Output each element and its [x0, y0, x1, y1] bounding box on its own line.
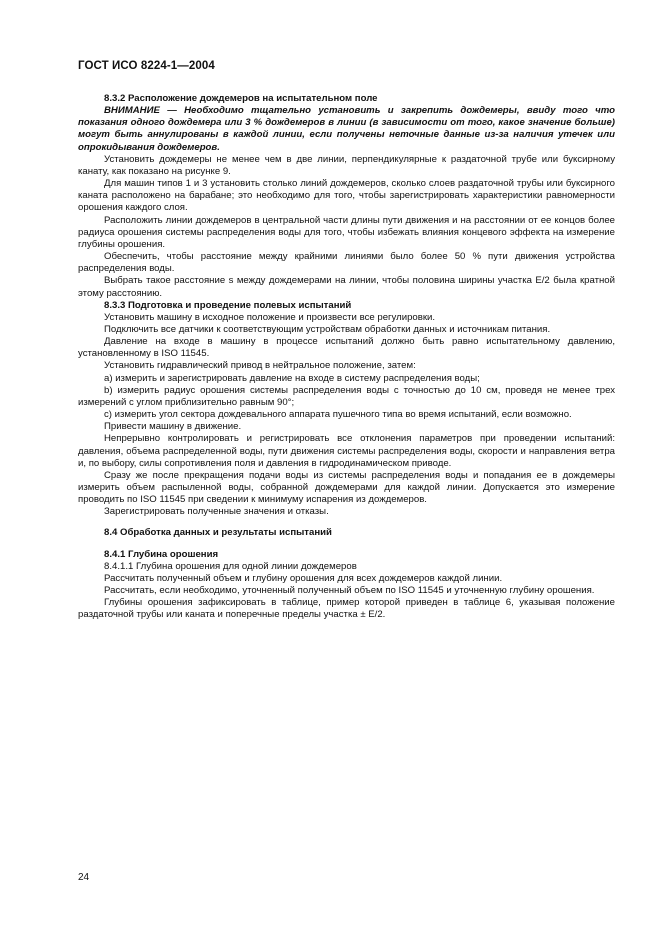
- warning-paragraph: ВНИМАНИЕ — Необходимо тщательно установить и закрепить дождемеры, ввиду того что показания одного дождемера или 3 % дождемеров в линии (в зависимости от того, какое значение больше) могут быть аннулированы в каждой линии, если получены неточные данные из-за наличия утечек или опрокидывания дождемеров.: [78, 105, 615, 153]
- section-heading: 8.3.2 Расположение дождемеров на испытательном поле: [104, 93, 378, 104]
- subsection-heading: 8.4.1 Глубина орошения: [104, 548, 219, 560]
- body-paragraph: Глубины орошения зафиксировать в таблице, пример которой приведен в таблице 6, указывая положение раздаточной трубы или каната и поперечные пределы участка ± E/2.: [78, 597, 615, 621]
- body-paragraph: Рассчитать, если необходимо, уточненный полученный объем по ISO 11545 и уточненную глубину орошения.: [104, 585, 595, 597]
- list-item: с) измерить угол сектора дождевального аппарата пушечного типа во время испытаний, если возможно.: [104, 409, 572, 421]
- body-paragraph: Выбрать такое расстояние s между дождемерами на линии, чтобы половина ширины участка E/2 была кратной этому расстоянию.: [78, 275, 615, 299]
- list-item: b) измерить радиус орошения системы распределения воды с точностью до 10 см, проведя не менее трех измерений с углом приблизительно равным 90°;: [78, 384, 615, 408]
- body-paragraph: Установить машину в исходное положение и произвести все регулировки.: [104, 311, 436, 323]
- standard-header: ГОСТ ИСО 8224-1—2004: [78, 60, 215, 72]
- body-paragraph: Привести машину в движение.: [104, 421, 242, 433]
- body-paragraph: Давление на входе в машину в процессе испытаний должно быть равно испытательному давлению, установленному в ISO 11545.: [78, 336, 615, 360]
- section-heading: 8.4 Обработка данных и результаты испытаний: [104, 527, 332, 539]
- section-heading: 8.3.3 Подготовка и проведение полевых испытаний: [104, 299, 352, 311]
- body-paragraph: Установить гидравлический привод в нейтральное положение, затем:: [104, 360, 416, 372]
- list-item: а) измерить и зарегистрировать давление на входе в систему распределения воды;: [104, 372, 480, 384]
- body-paragraph: Рассчитать полученный объем и глубину орошения для всех дождемеров каждой линии.: [104, 572, 503, 584]
- subsubsection-heading: 8.4.1.1 Глубина орошения для одной линии дождемеров: [104, 560, 357, 572]
- body-paragraph: Для машин типов 1 и 3 установить столько линий дождемеров, сколько слоев раздаточной трубы или буксирного каната расположено на барабане; это необходимо для того, чтобы зарегистрировать характеристики равномерности орошения каждого слоя.: [78, 178, 615, 214]
- page-number: 24: [78, 872, 90, 883]
- body-paragraph: Сразу же после прекращения подачи воды из системы распределения воды и попадания ее в дождемеры измерить объем распыленной воды, собранной дождемерами для каждой линии. Допускается это измерение проводить по ISO 11545 при сведении к минимуму испарения из дождемеров.: [78, 469, 615, 506]
- body-paragraph: Непрерывно контролировать и регистрировать все отклонения параметров при проведении испытаний: давления, объема распределенной воды, пути движения системы распределения воды, скорости и направления ветра и, по выбору, силы сопротивления поля и давления в гидродинамическом приводе.: [78, 433, 615, 469]
- body-paragraph: Зарегистрировать полученные значения и отказы.: [104, 506, 329, 518]
- body-paragraph: Обеспечить, чтобы расстояние между крайними линиями было более 50 % пути движения устройства распределения воды.: [78, 251, 615, 275]
- body-paragraph: Установить дождемеры не менее чем в две линии, перпендикулярные к раздаточной трубе или буксирному канату, как показано на рисунке 9.: [78, 153, 615, 177]
- body-paragraph: Расположить линии дождемеров в центральной части длины пути движения и на расстоянии от ее концов более радиуса орошения системы распределения воды для того, чтобы избежать влияния концевого эффекта на измерение глубины орошения.: [78, 214, 615, 250]
- document-body: [78, 93, 615, 622]
- body-paragraph: Подключить все датчики к соответствующим устройствам обработки данных и источникам питания.: [104, 323, 551, 335]
